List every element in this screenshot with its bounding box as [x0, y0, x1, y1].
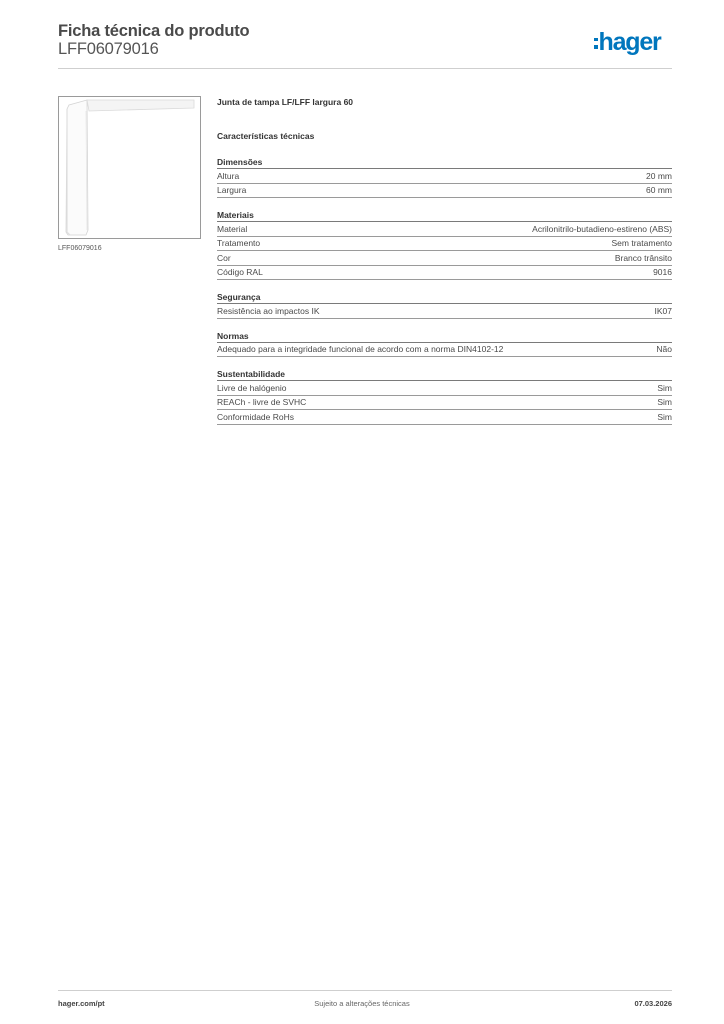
spec-label: Livre de halógenio [217, 382, 287, 393]
product-image [58, 96, 201, 239]
section-title: Sustentabilidade [217, 368, 672, 381]
footer-notice: Sujeito a alterações técnicas [314, 999, 410, 1008]
footer-date: 07.03.2026 [634, 999, 672, 1008]
spec-row [217, 410, 672, 425]
spec-label: Código RAL [217, 267, 263, 277]
spec-label: Material [217, 223, 248, 234]
cover-joint-illustration [59, 97, 202, 240]
section-title: Segurança [217, 291, 672, 304]
logo-text: hager [598, 27, 661, 56]
spec-value: 60 mm [646, 185, 672, 195]
spec-value: IK07 [654, 305, 672, 316]
spec-content [217, 96, 672, 436]
spec-row [217, 169, 672, 184]
spec-label: Altura [217, 170, 240, 181]
product-name: Junta de tampa LF/LFF largura 60 [217, 97, 354, 107]
section-title: Dimensões [217, 156, 672, 169]
hager-logo [594, 28, 661, 56]
spec-label: Tratamento [217, 238, 261, 248]
spec-value: 9016 [653, 267, 672, 277]
spec-value: Sim [657, 411, 672, 422]
spec-value: 20 mm [646, 170, 672, 181]
section-normas [217, 330, 672, 358]
spec-label: REACh - livre de SVHC [217, 397, 307, 407]
image-caption: LFF06079016 [58, 245, 102, 252]
section-materiais [217, 209, 672, 280]
spec-row [217, 396, 672, 411]
header-divider [58, 68, 672, 69]
spec-label: Resistência ao impactos IK [217, 305, 320, 316]
spec-row [217, 251, 672, 266]
section-title: Normas [217, 330, 672, 343]
section-title: Materiais [217, 209, 672, 222]
spec-row [217, 266, 672, 281]
section-sustentabilidade [217, 368, 672, 425]
spec-row [217, 304, 672, 319]
spec-label: Largura [217, 185, 247, 195]
spec-value: Branco trânsito [614, 252, 672, 263]
spec-value: Sim [657, 382, 672, 393]
page-title: Ficha técnica do produto [58, 22, 250, 40]
spec-label: Cor [217, 252, 231, 263]
spec-label: Adequado para a integridade funcional de acordo com a norma DIN4102-12 [217, 344, 504, 354]
spec-row [217, 222, 672, 237]
footer-divider [58, 990, 672, 991]
logo-dots-icon [594, 38, 598, 49]
spec-row [217, 184, 672, 199]
spec-label: Conformidade RoHs [217, 411, 295, 422]
spec-value: Sem tratamento [611, 238, 672, 248]
spec-value: Acrilonitrilo-butadieno-estireno (ABS) [532, 223, 672, 234]
spec-row [217, 343, 672, 358]
spec-sections [217, 156, 672, 425]
spec-value: Sim [657, 397, 672, 407]
spec-value: Não [656, 344, 672, 354]
spec-row [217, 237, 672, 252]
product-reference: LFF06079016 [58, 40, 159, 58]
characteristics-title: Características técnicas [217, 131, 315, 141]
section-dimensoes [217, 156, 672, 198]
footer-website[interactable]: hager.com/pt [58, 999, 105, 1008]
spec-row [217, 381, 672, 396]
section-seguranca [217, 291, 672, 319]
